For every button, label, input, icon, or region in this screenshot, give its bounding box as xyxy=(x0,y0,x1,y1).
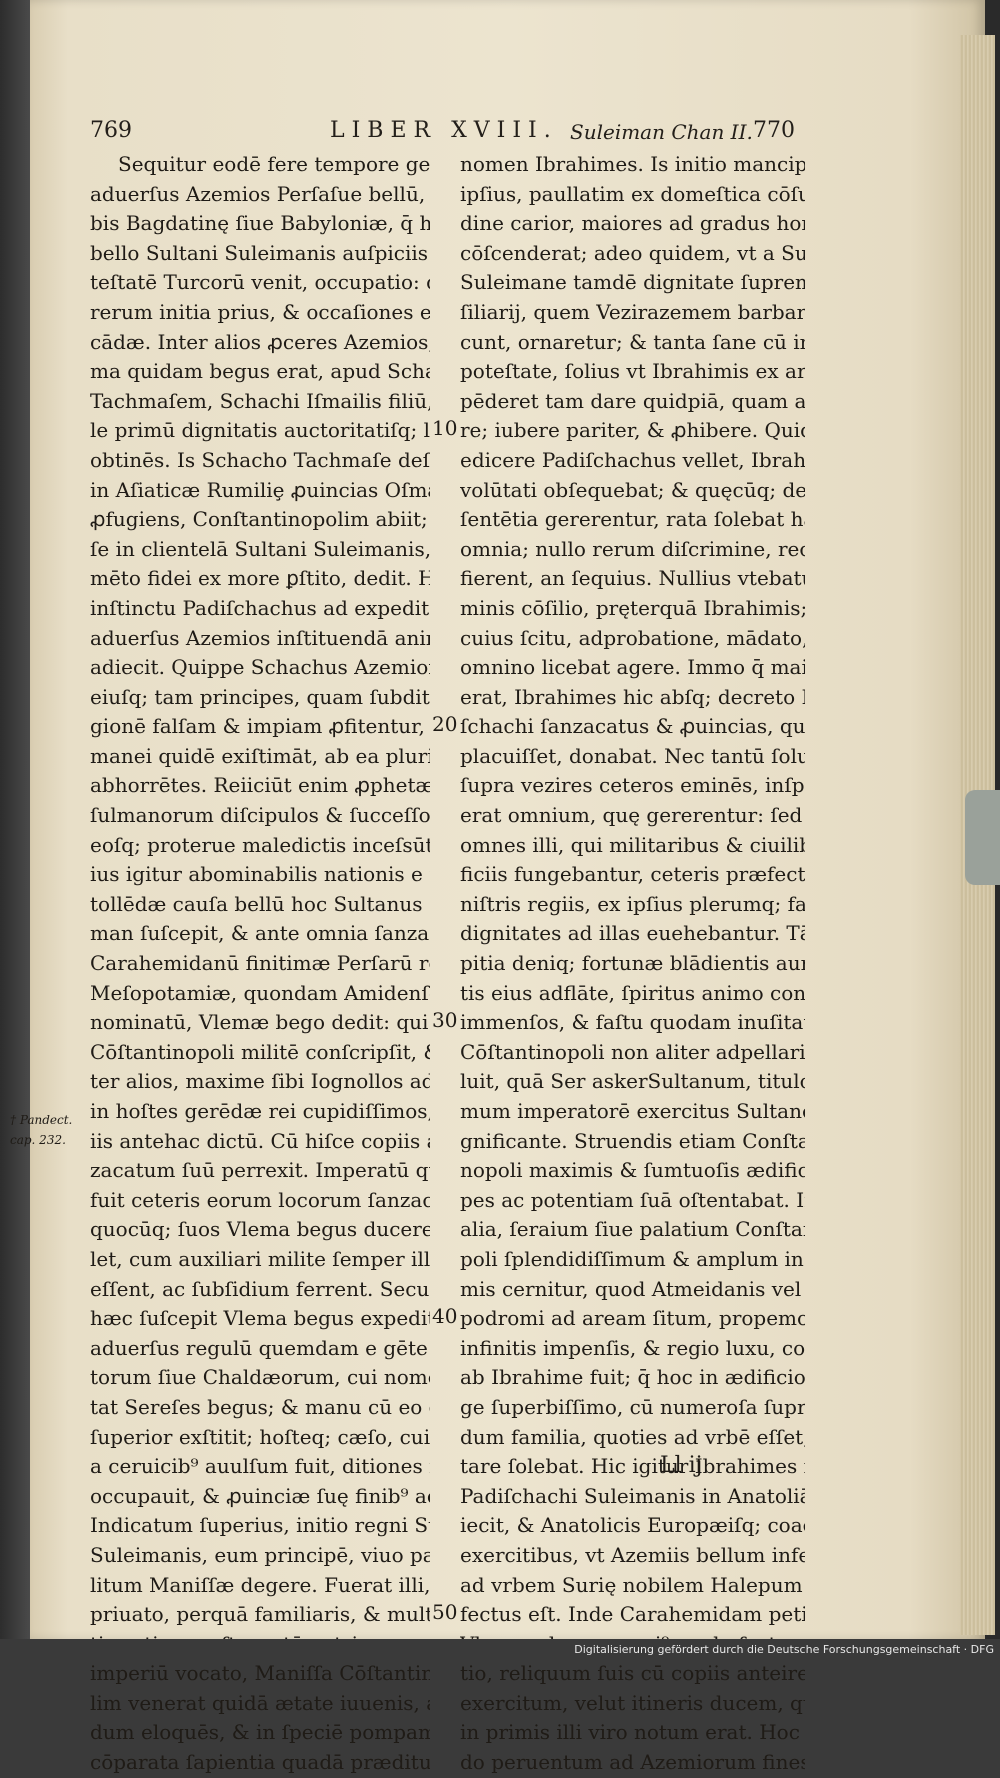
text-line: Meſopotamiæ, quondam Amidenſem xyxy=(90,979,430,1009)
line-number: 20 xyxy=(432,712,457,736)
text-line: torum ſiue Chaldæorum, cui nom xyxy=(90,1363,430,1393)
text-line: dignitates ad illas euehebantur. T xyxy=(460,919,805,949)
text-line: tio, reliquum ſuis cū copiis anteire xyxy=(460,1659,805,1689)
text-line: mum imperatorē exercitus Sultan xyxy=(460,1097,805,1127)
bookmark-tab xyxy=(965,790,1000,885)
line-number: 40 xyxy=(432,1304,457,1328)
text-line: pēderet tam dare quidpiā, quam a xyxy=(460,387,805,417)
text-line: omnes illi, qui militaribus & ciuili xyxy=(460,831,805,861)
text-line: in Aſiaticæ Rumiliȩ ꝓuincias Oſm xyxy=(90,476,430,506)
text-line: manei quidē exiſtimāt, ab ea plur xyxy=(90,742,430,772)
text-line: fuit ceteris eorum locorum ſanzac xyxy=(90,1186,430,1216)
text-line: Indicatum ſuperius, initio regni S xyxy=(90,1511,430,1541)
text-line: iecit, & Anatolicis Europæiſq; coactis xyxy=(460,1511,805,1541)
text-line: ſuperior exſtitit; hoſteq; cæſo, cui xyxy=(90,1423,430,1453)
text-line: aduerſus Azemios inſtituendā ani xyxy=(90,624,430,654)
text-line: tis eius adflāte, ſpiritus animo con xyxy=(460,979,805,1009)
text-line: rerum initia prius, & occaſiones e xyxy=(90,298,430,328)
text-line xyxy=(460,1748,805,1778)
text-line: ipſius, paullatim ex domeſtica cōſu xyxy=(460,180,805,210)
text-line: nopoli maximis & ſumtuoſis ædific xyxy=(460,1156,805,1186)
text-line: omnino licebat agere. Immo q̄ maius xyxy=(460,653,805,683)
text-line: litum Maniſſæ degere. Fuerat illi, xyxy=(90,1571,430,1601)
text-line: Sequitur eodē fere tempore ge xyxy=(90,150,430,180)
text-line: teſtatē Turcorū venit, occupatio: xyxy=(90,268,430,298)
text-line: niſtris regiis, ex ipſius plerumq; fa xyxy=(460,890,805,920)
text-line: in hoſtes gerēdæ rei cupidiſſimos, xyxy=(90,1097,430,1127)
margin-note-line: † Pandect. xyxy=(10,1110,72,1130)
text-line: poteſtate, ſolius vt Ibrahimis ex ar xyxy=(460,357,805,387)
text-line: gnificante. Struendis etiam Conſta xyxy=(460,1127,805,1157)
text-line: obtinēs. Is Schacho Tachmaſe deſ xyxy=(90,446,430,476)
left-text-column xyxy=(90,150,430,1778)
text-line: adiecit. Quippe Schachus Azemio xyxy=(90,653,430,683)
text-line xyxy=(90,1748,430,1778)
text-line: tare ſolebat. Hic igitur Ibrahimes xyxy=(460,1452,805,1482)
text-line: cōſcenderat; adeo quidem, vt a Su xyxy=(460,239,805,269)
text-line: mis cernitur, quod Atmeidanis vel xyxy=(460,1275,805,1305)
text-line: ter alios, maxime ſibi Iognollos ad xyxy=(90,1067,430,1097)
text-line: Vlemam begum, cui⁹ modo facta m xyxy=(460,1630,805,1660)
text-line: bello Sultani Suleimanis auſpiciis xyxy=(90,239,430,269)
text-line: imperiū vocato, Maniſſa Cōſtantin xyxy=(90,1659,430,1689)
text-line: eiuſq; tam principes, quam ſubdit xyxy=(90,683,430,713)
text-line: ge ſuperbiſſimo, cū numeroſa ſupr xyxy=(460,1393,805,1423)
text-line: ſchachi ſanzacatus & ꝓuincias, qu xyxy=(460,712,805,742)
text-line: luit, quā Ser askerSultanum, titul xyxy=(460,1067,805,1097)
text-line: pes ac potentiam ſuā oſtentabat. I xyxy=(460,1186,805,1216)
text-line: tior etiam poſt mortē patris, cum xyxy=(90,1630,430,1660)
text-line: eoſq; proterue maledictis inceſsūt xyxy=(90,831,430,861)
text-line: podromi ad aream ſitum, propemo xyxy=(460,1304,805,1334)
text-line: cunt, ornaretur; & tanta ſane cū i xyxy=(460,328,805,358)
text-line: ficiis fungebantur, ceteris præfecti xyxy=(460,860,805,890)
text-line: fierent, an ſequius. Nullius vtebat xyxy=(460,564,805,594)
text-line: exercitum, velut itineris ducem, quod xyxy=(460,1689,805,1719)
text-line: re; iubere pariter, & ꝓhibere. Qui xyxy=(460,416,805,446)
text-line: Cōſtantinopoli non aliter adpellari vo- xyxy=(460,1038,805,1068)
text-line: nominatū, Vlemæ bego dedit: qui xyxy=(90,1008,430,1038)
text-line: le primū dignitatis auctoritatiſq; l xyxy=(90,416,430,446)
line-number: 50 xyxy=(432,1600,457,1624)
text-line: ius igitur abominabilis nationis e xyxy=(90,860,430,890)
chapter-subtitle: Suleiman Chan II. xyxy=(570,120,753,144)
text-line: ab Ibrahime fuit; q̄ hoc in ædificio, xyxy=(460,1363,805,1393)
text-line: eſſent, ac ſubſidium ferrent. Secu xyxy=(90,1275,430,1305)
text-line: priuato, perquā familiaris, & mult xyxy=(90,1600,430,1630)
text-line: aduerſus regulū quemdam e gēte xyxy=(90,1334,430,1364)
margin-note xyxy=(10,1110,72,1150)
text-line: edicere Padiſchachus vellet, Ibrah xyxy=(460,446,805,476)
text-line: man ſuſcepit, & ante omnia ſanza xyxy=(90,919,430,949)
book-title: LIBER XVIII. xyxy=(330,118,558,143)
text-line: Tachmaſem, Schachi Iſmailis filiū, xyxy=(90,387,430,417)
text-line: let, cum auxiliari milite ſemper ill xyxy=(90,1245,430,1275)
digitization-footer: Digitalisierung gefördert durch die Deutsche Forschungsgemeinschaft · DFG xyxy=(0,1639,1000,1661)
text-line: Suleimanis, eum principē, viuo pa xyxy=(90,1541,430,1571)
text-line: ſulmanorum diſcipulos & ſucceſſo xyxy=(90,801,430,831)
text-line: abhorrētes. Reiiciūt enim ꝓphetæ xyxy=(90,771,430,801)
text-line: dum familia, quoties ad vrbē eſſet, xyxy=(460,1423,805,1453)
page-number-right: 770 xyxy=(753,118,795,143)
text-line: poli ſplendidiſſimum & amplum in xyxy=(460,1245,805,1275)
right-text-column xyxy=(460,150,805,1778)
text-line: cuius ſcitu, adprobatione, mādato, xyxy=(460,624,805,654)
text-line: ꝓfugiens, Conſtantinopolim abiit; xyxy=(90,505,430,535)
text-line: ſe in clientelā Sultani Suleimanis, xyxy=(90,535,430,565)
text-line: Carahemidanū finitimæ Perſarū r xyxy=(90,949,430,979)
text-line: in primis illi viro notum erat. Hoc xyxy=(460,1718,805,1748)
text-line: a ceruicib⁹ auulſum fuit, ditiones xyxy=(90,1452,430,1482)
text-line: Cōſtantinopoli militē conſcripſit, xyxy=(90,1038,430,1068)
text-line: volūtati obſequebat; & quęcūq; de xyxy=(460,476,805,506)
text-line: pitia deniq; fortunæ blādientis au xyxy=(460,949,805,979)
text-line: iis antehac dictū. Cū hiſce copiis xyxy=(90,1127,430,1157)
text-line: exercitibus, vt Azemiis bellum infe xyxy=(460,1541,805,1571)
text-line: Suleimane tamdē dignitate ſuprem xyxy=(460,268,805,298)
text-line: ſupra vezires ceteros eminēs, inſp xyxy=(460,771,805,801)
text-line: immenſos, & faſtu quodam inuſita xyxy=(460,1008,805,1038)
margin-note-line: cap. 232. xyxy=(10,1130,72,1150)
text-line: ſiliarij, quem Vezirazemem barbar xyxy=(460,298,805,328)
text-line: lim venerat quidā ætate iuuenis, xyxy=(90,1689,430,1719)
text-line: bis Bagdatinę ſiue Babyloniæ, q̄ h xyxy=(90,209,430,239)
text-line: tollēdæ cauſa bellū hoc Sultanus xyxy=(90,890,430,920)
text-line: occupauit, & ꝓuinciæ ſuę finib⁹ a xyxy=(90,1482,430,1512)
signature-mark: Ll ij xyxy=(660,1453,703,1478)
text-line: ma quidam begus erat, apud Sch xyxy=(90,357,430,387)
text-line: mēto fidei ex more ꝑſtito, dedit. H xyxy=(90,564,430,594)
text-line: infinitis impenſis, & regio luxu, co xyxy=(460,1334,805,1364)
text-line: nomen Ibrahimes. Is initio mancip xyxy=(460,150,805,180)
text-line: ſentētia gererentur, rata ſolebat h xyxy=(460,505,805,535)
text-line: quocūq; ſuos Vlema begus ducere xyxy=(90,1215,430,1245)
text-line: inſtinctu Padiſchachus ad expedit xyxy=(90,594,430,624)
text-line: erat omnium, quę gererentur: ſed xyxy=(460,801,805,831)
text-line: erat, Ibrahimes hic abſq; decreto xyxy=(460,683,805,713)
text-line: gionē falſam & impiam ꝓfitentur, xyxy=(90,712,430,742)
text-line: alia, ſeraium ſiue palatium Conſta xyxy=(460,1215,805,1245)
text-line: cādæ. Inter alios ꝓceres Azemios, xyxy=(90,328,430,358)
text-line: placuiſſet, donabat. Nec tantū ſolu xyxy=(460,742,805,772)
text-line: dum eloquēs, & in ſpeciē pompam xyxy=(90,1718,430,1748)
page-number-left: 769 xyxy=(90,118,132,143)
text-line: zacatum ſuū perrexit. Imperatū q xyxy=(90,1156,430,1186)
text-line: minis cōſilio, pręterquā Ibrahimis; xyxy=(460,594,805,624)
text-line: dine carior, maiores ad gradus ho xyxy=(460,209,805,239)
text-line: Padiſchachi Suleimanis in Anatoliā xyxy=(460,1482,805,1512)
text-line: fectus eſt. Inde Carahemidam peti xyxy=(460,1600,805,1630)
text-line: omnia; nullo rerum diſcrimine, rec xyxy=(460,535,805,565)
running-header xyxy=(90,118,795,148)
text-line: hæc ſuſcepit Vlema begus expedi xyxy=(90,1304,430,1334)
line-number: 10 xyxy=(432,416,457,440)
line-number: 30 xyxy=(432,1008,457,1032)
text-line: ad vrbem Surię nobilem Halepum xyxy=(460,1571,805,1601)
text-line: tat Sereſes begus; & manu cū eo xyxy=(90,1393,430,1423)
text-line: aduerſus Azemios Perſaſue bellū, xyxy=(90,180,430,210)
